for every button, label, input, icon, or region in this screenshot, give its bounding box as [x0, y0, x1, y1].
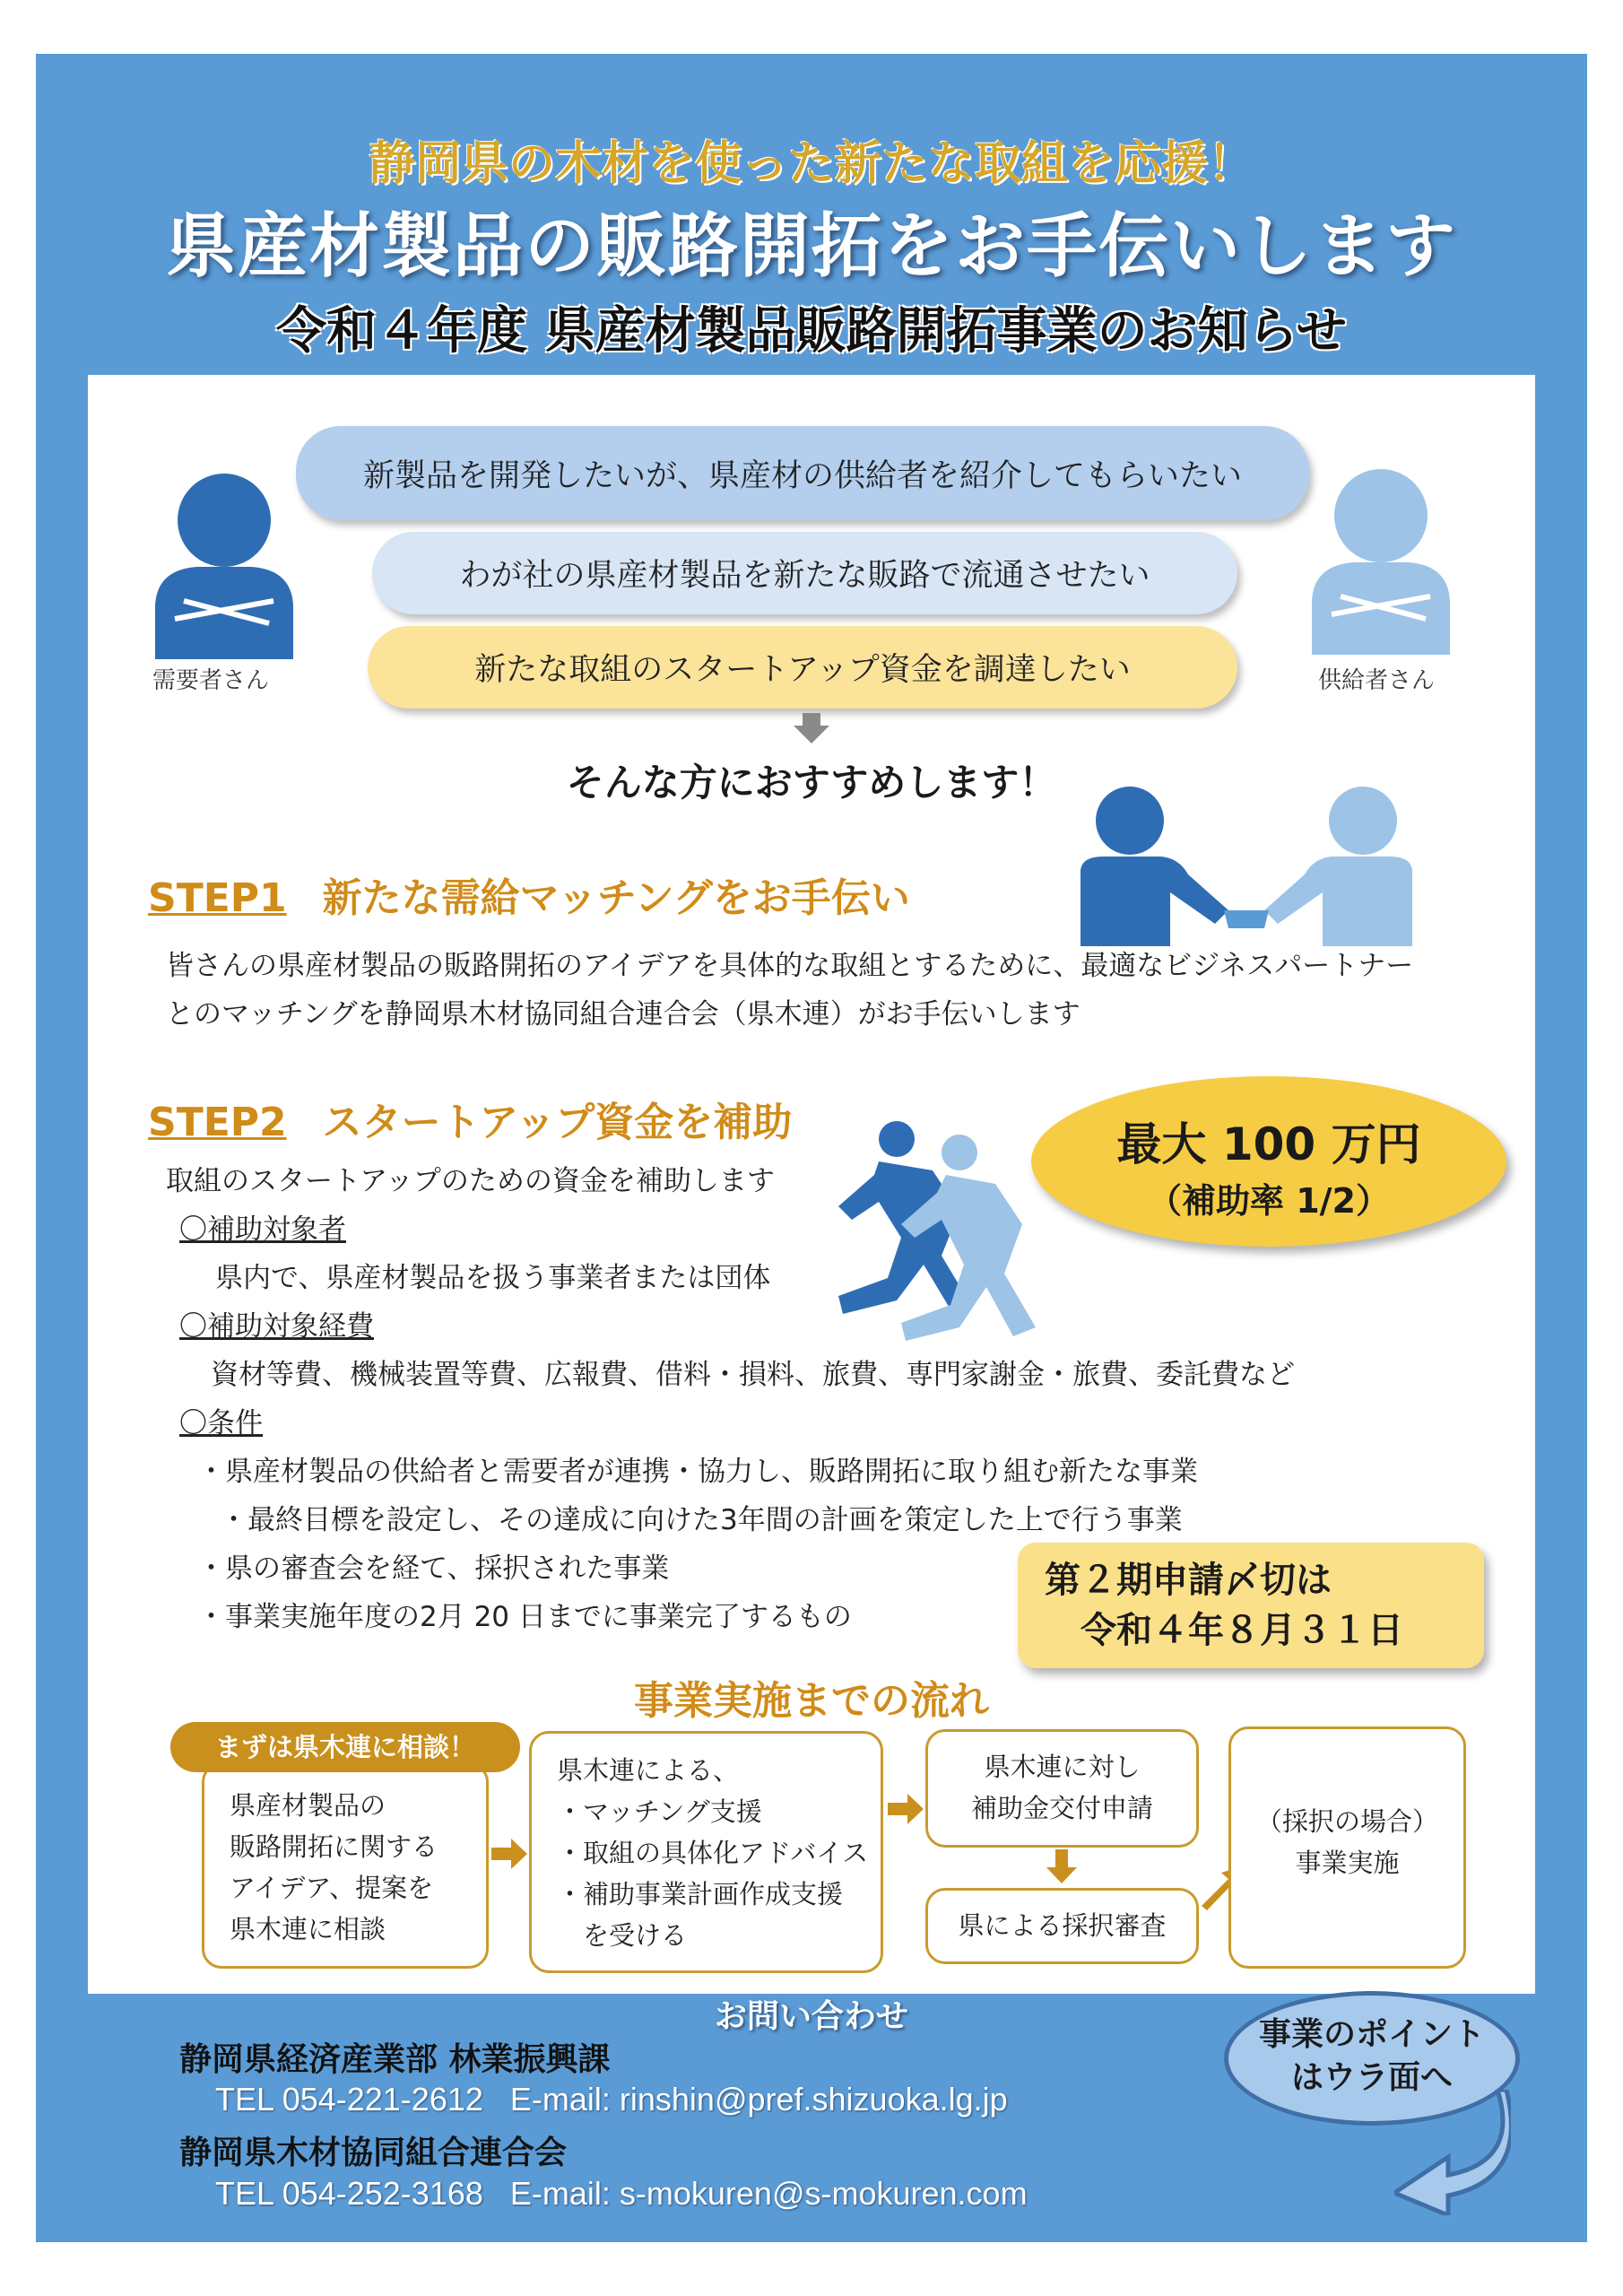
contact-line-1: TEL 054-221-2612 E-mail: rinshin@pref.shizuoka.lg.jp [215, 2081, 1008, 2118]
flow-arrow-1-icon [491, 1839, 527, 1869]
step1-text-line2: とのマッチングを静岡県木材協同組合連合会（県木連）がお手伝いします [166, 998, 1081, 1031]
supplier-person-icon [1305, 462, 1457, 655]
flow-box-1-line: 県木連に相談 [230, 1914, 386, 1944]
handshake-icon [1072, 785, 1421, 946]
flow-box-2-line: ・取組の具体化アドバイス [557, 1838, 869, 1868]
step2-heading [148, 1090, 792, 1147]
flow-box-2-line: ・補助事業計画作成支援 [557, 1879, 844, 1909]
target-text: 県内で、県産材製品を扱う事業者または団体 [215, 1262, 771, 1294]
header-notice: 令和４年度 県産材製品販路開拓事業のお知らせ [276, 302, 1347, 361]
deadline-line2: 令和４年８月３１日 [1081, 1610, 1403, 1651]
contact-org-1: 静岡県経済産業部 林業振興課 [179, 2041, 611, 2078]
step1-text-line1: 皆さんの県産材製品の販路開拓のアイデアを具体的な取組とするために、最適なビジネスパートナー [166, 950, 1414, 982]
max-amount: 最大 100 万円 [1116, 1118, 1421, 1170]
flow-arrow-2-icon [888, 1794, 924, 1824]
flow-box-5-line: 事業実施 [1295, 1848, 1400, 1878]
flow-box-2-line: 県木連による、 [557, 1755, 740, 1786]
curved-arrow-icon [1394, 2090, 1511, 2215]
flow-box-1 [202, 1762, 489, 1969]
condition-3: ・事業実施年度の2月 20 日までに事業完了するもの [197, 1601, 852, 1633]
step1-heading [148, 865, 910, 923]
subsidy-rate: （補助率 1/2） [1148, 1181, 1390, 1221]
step1-text [166, 942, 1511, 1039]
step2-number: STEP2 [148, 1100, 287, 1145]
flow-box-5 [1228, 1726, 1466, 1969]
flow-box-3-line: 県木連に対し [984, 1752, 1141, 1782]
flow-box-3-line: 補助金交付申請 [970, 1793, 1153, 1823]
cost-text: 資材等費、機械装置等費、広報費、借料・損料、旅費、専門家謝金・旅費、委託費など [211, 1359, 1295, 1391]
flow-box-2 [529, 1731, 883, 1973]
condition-1: ・県産材製品の供給者と需要者が連携・協力し、販路開拓に取り組む新たな事業 [197, 1456, 1198, 1488]
flow-title: 事業実施までの流れ [634, 1678, 989, 1724]
speech-bubble-1: 新製品を開発したいが、県産材の供給者を紹介してもらいたい [296, 426, 1309, 520]
condition-1b: ・最終目標を設定し、その達成に向けた3年間の計画を策定した上で行う事業 [220, 1504, 1183, 1536]
speech-bubble-2: わが社の県産材製品を新たな販路で流通させたい [372, 532, 1237, 614]
flow-box-3 [925, 1729, 1199, 1848]
step1-number: STEP1 [148, 875, 287, 921]
flow-box-4: 県による採択審査 [925, 1888, 1199, 1964]
contact-heading: お問い合わせ [714, 1998, 908, 2035]
header-subtitle: 静岡県の木材を使った新たな取組を応援！ [368, 137, 1254, 191]
recommend-text: そんな方におすすめします！ [566, 761, 1057, 804]
flow-box-1-line: アイデア、提案を [230, 1873, 434, 1903]
demand-label: 需要者さん [152, 667, 270, 694]
contact-line-2: TEL 054-252-3168 E-mail: s-mokuren@s-mokuren.com [215, 2175, 1028, 2212]
callout-line2: はウラ面へ [1290, 2059, 1453, 2096]
demand-person-icon [148, 466, 300, 659]
flow-box-1-line: 販路開拓に関する [230, 1831, 438, 1862]
supplier-label: 供給者さん [1318, 667, 1436, 694]
consult-pill: まずは県木連に相談！ [170, 1722, 520, 1772]
step1-title: 新たな需給マッチングをお手伝い [322, 875, 910, 921]
step2-intro: 取組のスタートアップのための資金を補助します [166, 1165, 775, 1197]
contact-org-2: 静岡県木材協同組合連合会 [179, 2135, 568, 2171]
target-heading: 〇補助対象者 [179, 1213, 346, 1246]
header-title: 県産材製品の販路開拓をお手伝いします [165, 206, 1457, 287]
flow-box-2-line: を受ける [557, 1920, 688, 1951]
flow-arrow-down-icon [1046, 1849, 1077, 1883]
flow-box-2-line: ・マッチング支援 [557, 1796, 762, 1827]
down-arrow-icon [794, 713, 829, 744]
flow-box-5-line: （採択の場合） [1255, 1806, 1438, 1837]
condition-2: ・県の審査会を経て、採択された事業 [197, 1552, 670, 1585]
callout-line1: 事業のポイント [1258, 2016, 1485, 2053]
cost-heading: 〇補助対象経費 [179, 1310, 374, 1343]
deadline-box [1018, 1543, 1484, 1668]
conditions-heading: 〇条件 [179, 1407, 263, 1439]
deadline-line1: 第２期申請〆切は [1045, 1560, 1332, 1601]
flow-box-1-line: 県産材製品の [230, 1790, 386, 1821]
step2-title: スタートアップ資金を補助 [322, 1100, 793, 1145]
speech-bubble-3: 新たな取組のスタートアップ資金を調達したい [368, 626, 1237, 709]
max-amount-badge [1031, 1076, 1506, 1247]
